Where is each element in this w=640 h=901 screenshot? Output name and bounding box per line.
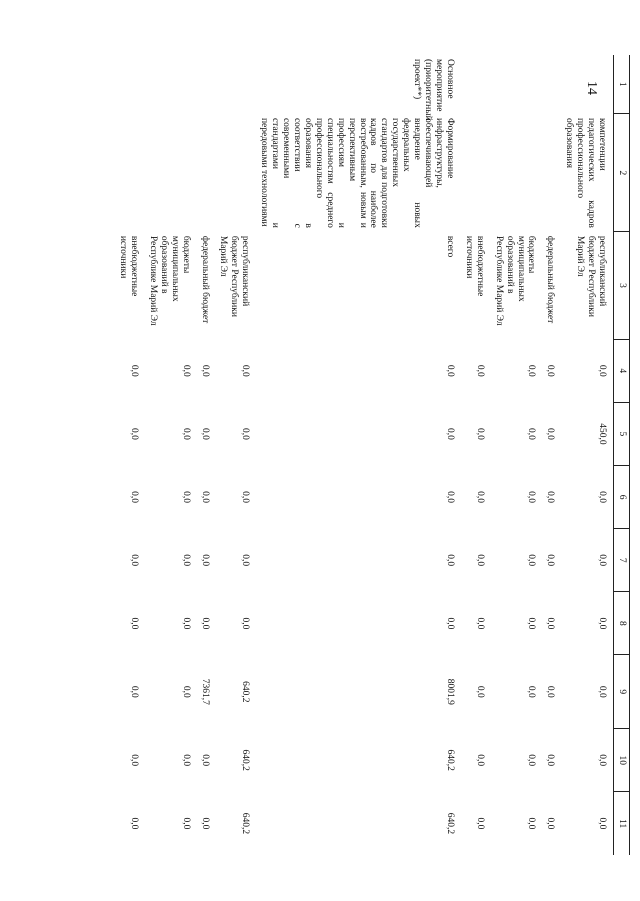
event-type-cell (561, 55, 613, 114)
value-cell: 0,0 (545, 491, 556, 504)
table-row (145, 55, 197, 855)
value-cell: 0,0 (240, 554, 251, 567)
event-type-cell (197, 55, 216, 114)
event-type-cell: Основное мероприятие (приоритетный проект**) (412, 59, 455, 121)
budget-table (115, 55, 630, 855)
value-cell: 0,0 (526, 754, 537, 767)
event-name-cell (145, 114, 197, 232)
value-cell: 0,0 (199, 491, 210, 504)
funding-source-cell: федеральный бюджет (199, 235, 210, 324)
column-header: 1 (614, 55, 630, 114)
event-name-cell: Формирование инфраструктуры, обеспечивающей внедрение новых федеральных государственных стандартов для подготовки кадров по наиболее востребованным, новым и перспективным профессиям и специальностям среднего профессионального образования в соответствии с современными стандартами и передовыми технологиями (259, 117, 455, 228)
table-row (216, 55, 257, 855)
rotated-page (110, 55, 630, 855)
value-cell: 0,0 (474, 754, 485, 767)
table-row (542, 55, 561, 855)
value-cell: 0,0 (474, 817, 485, 830)
value-cell: 0,0 (597, 754, 608, 767)
value-cell: 0,0 (128, 427, 139, 440)
value-cell: 0,0 (199, 817, 210, 830)
value-cell: 0,0 (597, 617, 608, 630)
value-cell: 0,0 (474, 685, 485, 698)
value-cell: 0,0 (526, 554, 537, 567)
value-cell: 0,0 (526, 491, 537, 504)
value-cell: 450,0 (597, 423, 608, 445)
value-cell: 0,0 (545, 364, 556, 377)
value-cell: 0,0 (526, 685, 537, 698)
column-number-row (614, 55, 630, 855)
event-type-cell (461, 55, 491, 114)
value-cell: 7361,7 (199, 678, 210, 705)
column-header: 9 (614, 655, 630, 729)
value-cell: 0,0 (545, 554, 556, 567)
value-cell: 0,0 (545, 817, 556, 830)
value-cell: 0,0 (240, 491, 251, 504)
value-cell: 640,2 (444, 812, 455, 835)
table-container (110, 55, 630, 855)
column-header: 4 (614, 339, 630, 402)
table-row (561, 55, 613, 855)
value-cell: 0,0 (597, 685, 608, 698)
value-cell: 0,0 (128, 685, 139, 698)
column-header: 5 (614, 402, 630, 465)
funding-source-cell: республиканский бюджет Республики Марий Эл (575, 235, 608, 317)
funding-source-cell: федеральный бюджет (545, 235, 556, 324)
event-name-cell (115, 114, 145, 232)
column-header: 7 (614, 529, 630, 592)
column-header: 3 (614, 232, 630, 339)
funding-source-cell: всего (444, 235, 455, 258)
value-cell: 0,0 (199, 427, 210, 440)
value-cell: 0,0 (597, 491, 608, 504)
funding-source-cell: бюджеты муниципальных образований в Республике Марий Эл (493, 235, 537, 326)
value-cell: 0,0 (474, 427, 485, 440)
value-cell: 0,0 (180, 427, 191, 440)
event-name-cell (197, 114, 216, 232)
value-cell: 8001,9 (444, 678, 455, 705)
table-row (491, 55, 543, 855)
value-cell: 0,0 (444, 554, 455, 567)
column-header: 10 (614, 729, 630, 792)
value-cell: 0,0 (180, 554, 191, 567)
value-cell: 0,0 (240, 617, 251, 630)
value-cell: 640,2 (240, 812, 251, 835)
value-cell: 0,0 (597, 817, 608, 830)
value-cell: 0,0 (128, 491, 139, 504)
funding-source-cell: бюджеты муниципальных образований в Республике Марий Эл (147, 235, 191, 326)
value-cell: 0,0 (526, 617, 537, 630)
funding-source-cell: внебюджетные источники (118, 235, 139, 297)
value-cell: 0,0 (474, 554, 485, 567)
value-cell: 640,2 (240, 749, 251, 771)
value-cell: 0,0 (597, 554, 608, 567)
value-cell: 0,0 (128, 554, 139, 567)
value-cell: 0,0 (180, 617, 191, 630)
value-cell: 0,0 (444, 617, 455, 630)
value-cell: 0,0 (128, 617, 139, 630)
event-type-cell (216, 55, 257, 114)
event-name-cell (491, 114, 543, 232)
value-cell: 0,0 (199, 617, 210, 630)
value-cell: 0,0 (180, 754, 191, 767)
table-body (115, 55, 613, 855)
value-cell: 640,2 (240, 681, 251, 703)
value-cell: 0,0 (444, 364, 455, 377)
table-row (461, 55, 491, 855)
value-cell: 0,0 (128, 817, 139, 830)
table-row (115, 55, 145, 855)
value-cell: 0,0 (545, 754, 556, 767)
value-cell: 0,0 (545, 685, 556, 698)
event-type-cell (542, 55, 561, 114)
event-name-cell: компетенции педагогических кадров профессионального образования (564, 117, 608, 228)
value-cell: 0,0 (199, 554, 210, 567)
funding-source-cell: республиканский бюджет Республики Марий Эл (218, 235, 251, 317)
column-header: 2 (614, 114, 630, 232)
table-row (256, 55, 461, 855)
value-cell: 0,0 (180, 364, 191, 377)
value-cell: 0,0 (444, 427, 455, 440)
value-cell: 0,0 (199, 754, 210, 767)
value-cell: 0,0 (526, 427, 537, 440)
value-cell: 0,0 (474, 491, 485, 504)
value-cell: 0,0 (474, 364, 485, 377)
event-type-cell (115, 55, 145, 114)
page-number: 14 (584, 81, 599, 95)
value-cell: 0,0 (128, 364, 139, 377)
value-cell: 0,0 (180, 685, 191, 698)
event-type-cell (491, 55, 543, 114)
value-cell: 0,0 (545, 617, 556, 630)
event-name-cell (216, 114, 257, 232)
value-cell: 0,0 (597, 364, 608, 377)
event-name-cell (461, 114, 491, 232)
value-cell: 0,0 (180, 491, 191, 504)
value-cell: 0,0 (199, 364, 210, 377)
value-cell: 0,0 (474, 617, 485, 630)
funding-source-cell: внебюджетные источники (463, 235, 485, 297)
value-cell: 0,0 (240, 427, 251, 440)
value-cell: 0,0 (526, 817, 537, 830)
column-header: 11 (614, 792, 630, 855)
value-cell: 0,0 (526, 364, 537, 377)
value-cell: 640,2 (444, 749, 455, 771)
value-cell: 0,0 (240, 364, 251, 377)
value-cell: 0,0 (444, 491, 455, 504)
event-type-cell (145, 55, 197, 114)
table-row (197, 55, 216, 855)
value-cell: 0,0 (545, 427, 556, 440)
event-name-cell (542, 114, 561, 232)
value-cell: 0,0 (180, 817, 191, 830)
value-cell: 0,0 (128, 754, 139, 767)
column-header: 6 (614, 466, 630, 529)
column-header: 8 (614, 592, 630, 655)
